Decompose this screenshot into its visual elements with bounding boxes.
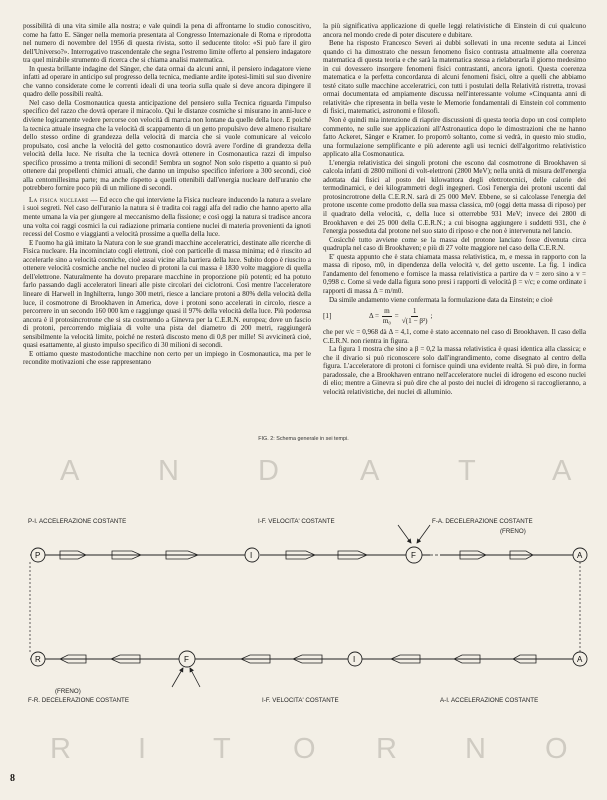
node-label: P [35, 551, 41, 560]
paragraph: E ottiamo queste mastodontiche macchine non certo per un impiego in Cosmonautica, ma per le recondite motivazioni che esse rappresentano [23, 349, 311, 367]
fraction-numerator: m [384, 307, 390, 316]
paragraph: Da simile andamento viene confermata la formulazione data da Einstein; e cioè [329, 295, 553, 304]
label-a-i: A-I. ACCELERAZIONE COSTANTE [440, 697, 539, 704]
andata-letter: N [158, 455, 179, 487]
page-number: 8 [10, 773, 15, 784]
paragraph: E' questa appunto che è stata chiamata massa relativistica, m, e messa in rapporto con la massa di riposo, m0, in dipendenza della velocità v, del getto uscente. La fig. 1 indica l'andamento del fenomeno e fornisce la massa relativistica a partire da v = zero sino a v = 0,998 c. Come si vede dalla figura sono presi i rapporti di velocità β = v/c; e come ordinate i rapporti di massa Δ = m/m0. [323, 252, 586, 295]
formula-lhs: Δ = [369, 311, 380, 320]
paragraph: possibilità di una vita simile alla nostra; e vale quindi la pena di affrontarne lo studio conoscitivo, come ha fatto E. Sänger nella memoria presentata al Congresso Internazionale di Roma e riprodotta nel numero di novembre del 1956 di questa rivista, sotto il seducente titolo: «Si può fare il giro dell'Universo?». Interrogativo trascendentale che segna l'estremo limite offerto al pensiero indagatore tra quel mirabile strumento di ricerca che si chiama analisi matematica. [23, 22, 311, 65]
label-freno-bottom: (FRENO) [55, 688, 81, 695]
andata-letter: D [258, 455, 279, 487]
label-f-a: F-A. DECELERAZIONE COSTANTE [432, 518, 533, 525]
paragraph: la più significativa applicazione di quelle leggi relativistiche di Einstein di cui qualcuno ancora nel mondo crede di poter discutere e dubitare. [323, 22, 586, 39]
paragraph: Cosicché tutto avviene come se la massa del protone lanciato fosse divenuta circa quadrupla nel caso di Brookhaven; e più di 27 volte maggiore nel caso della C.E.R.N. [323, 235, 586, 253]
label-p-i: P-I. ACCELERAZIONE COSTANTE [28, 518, 127, 525]
andata-letter: A [552, 455, 572, 487]
fraction-denominator: √(1 − β²) [401, 316, 428, 325]
section-text: — Ed ecco che qui interviene la Fisica nucleare inducendo la natura a svelare i suoi segreti. Nel caso dell'uranio la natura si è tradita coi raggi alfa del radio che hanno aperto alla mente umana la via per giungere al meccanismo della fissione; e così oggi la natura si tradisce ancora una volta coi raggi cosmici la cui radiazione primaria contiene nuclei di materia provenienti da ignoti recessi del Cosmo e viaggianti a velocità prossime a quella della luce. [23, 195, 312, 239]
ritorno-letter: O [545, 733, 568, 765]
paragraph: L'energia relativistica dei singoli protoni che escono dal cosmotrone di Brookhaven si calcola infatti di 2800 milioni di volt-elettroni (2800 MeV); nella unità di misura dell'energia adottata dai fisici al posto dei kilowattora degli elettrotecnici, delle calorie dei termodinamici, e dei kilogrammetri degli ingegneri. Così l'energia dei protoni uscenti dal protosincrotrone della C.E.R.N. sarà di 25 000 MeV. Ebbene, se si calcolasse l'energia del protone uscente come prodotto della sua massa classica, m0 (oggi detta massa di riposo) per il quadrato della velocità, c, della luce si otterrebbe 931 MeV; invece dei 2800 di Brookhaven e dei 25 000 della C.E.R.N.; a cui bisogna aggiungere i suddetti 931, che è l'energia posseduta dal protone nel suo stato di riposo e che non è intervenuta nel lancio. [323, 158, 586, 236]
paragraph: Non è quindi mia intenzione di riaprire discussioni di questa teoria dopo un così completo commento, ne sulle sue applicazioni all'Astronautica dopo le dimostrazioni che ne hanno fatto Ackeret, Sänger e Kramer. Io proporrò soltanto, come si vedrà, in questo mio studio, una formulazione semplificante e più aderente agli usi tecnici dell'algoritmo relativistico applicato alla Cosmonautica. [323, 116, 586, 159]
ritorno-letter: T [213, 733, 231, 765]
paragraph: Nel caso della Cosmonautica questa anticipazione del pensiero sulla Tecnica riguarda l'impulso specifico del razzo che dovrà operare il miracolo. Qui le distanze cosmiche si misurano in anni-luce e diviene logicamente vedere percorse con velocità di marcia non lontane da quelle della luce. E poiché la tecnica attuale insegna che la velocità di scappamento di un getto propulsivo deve almeno risultare dello stesso ordine di grandezza della velocità di marcia che si vuole comunicare al veicolo propulsato, così anche la velocità del getto cosmonautico dovrà avere l'ordine di grandezza della velocità della luce. Ne risulta che la tecnica dovrà ottenere in Cosmonautica razzi di impulso specifico prossimo a trenta milioni di secondi! Sembra un sogno! Non solo rispetto a quanto si può ottenere dai propellenti chimici attuali, che danno un impulso specifico inferiore a 300 secondi, cioè alla centomillesima parte; ma anche rispetto a quelli ottenibili dall'energia nucleare dell'uranio che potrebbero fornire poco più di un milione di secondi. [23, 98, 311, 193]
node-label: F [184, 655, 189, 664]
einstein-formula [323, 307, 586, 325]
label-i-f-top: I-F. VELOCITA' COSTANTE [258, 518, 335, 525]
node-label: A [577, 551, 583, 560]
paragraph: Bene ha risposto Francesco Severi ai dubbi sollevati in una recente seduta ai Lincei quando ci ha dimostrato che nessun fenomeno fisico contrasta attualmente alla coerenza matematica di questa teoria e che sarà la matematica stessa a rielaborarla il giorno medesimo in cui dovessero insorgere fenomeni fisici contrastanti, ancora ignoti. Questa coerenza matematica e la perfetta concordanza di alcuni fenomeni fisici, oltre a quelli che abbiamo testé citato sulle macchine acceleratrici, con tutti i postulati della Relatività ristretta, trovasi ormai documentata ed ampiamente discussa nell'interessante volume «Cinquanta anni di relatività» che ripresenta in bella veste le Memorie fondamentali di Einstein col commento di fisici, matematici, astronomi e filosofi. [323, 39, 586, 116]
left-column [23, 22, 311, 367]
andata-letter: A [60, 455, 80, 487]
flight-scheme-diagram [0, 440, 607, 780]
figure-caption: FIG. 2: Schema generale in sei tempi. [258, 436, 349, 442]
node-label: F [411, 551, 416, 560]
fraction-denominator: m₀ [382, 316, 391, 325]
ritorno-letter: N [465, 733, 486, 765]
node-label: I [250, 551, 253, 560]
ritorno-letter: I [138, 733, 147, 765]
ritorno-heading [50, 733, 568, 765]
right-column [323, 22, 586, 397]
section-paragraph [23, 196, 311, 239]
section-title: La fisica nucleare [29, 195, 89, 204]
node-label: A [577, 655, 583, 664]
ritorno-letter: R [50, 733, 71, 765]
node-label: R [35, 655, 41, 664]
fraction-mass [382, 307, 392, 325]
formula-equals: = [394, 311, 399, 320]
andata-heading [60, 455, 572, 487]
andata-letter: T [458, 455, 476, 487]
fraction-numerator: 1 [412, 307, 417, 316]
label-i-f-bottom: I-F. VELOCITA' COSTANTE [262, 697, 339, 704]
node-label: I [353, 655, 356, 664]
paragraph: che per v/c = 0,968 dà Δ = 4,1, come è stato accennato nel caso di Brookhaven. Il caso della C.E.R.N. non rientra in figura. [323, 328, 586, 345]
formula-tag: [1] [323, 311, 332, 320]
fraction-lorentz [402, 307, 428, 325]
paragraph: La figura 1 mostra che sino a β = 0,2 la massa relativistica è quasi identica alla classica; e che il divario si può riconoscere solo dall'ingrandimento, come disegnato al centro della figura. L'acceleratore di protoni ci fornisce quindi una evidente realtà. Si può dire, in forma paradossale, che a Brookhaven entrano nell'acceleratore nuclei di idrogeno ed escono nuclei di elio; mentre a Ginevra si può dire che al posto dei nuclei di idrogeno si raccoglieranno, a velocità relativistiche, dei nuclei di alluminio. [323, 345, 586, 396]
return-trajectory [30, 651, 587, 687]
ritorno-letter: R [376, 733, 397, 765]
paragraph: E l'uomo ha già imitato la Natura con le sue grandi macchine acceleratrici, destinate alle ricerche di Fisica nucleare. Ha incominciato cogli elettroni, cioè con particelle di massa minima; ed è riuscito ad accelerarle sino a velocità cosmiche, cioè assai vicine alla barriera della luce. Subito dopo è riuscito a ottenere velocità cosmiche anche nel nucleo di protoni la cui massa è 1830 volte maggiore di quella dell'elettrone. Naturalmente ha dovuto preparare macchine in proporzione più potenti; ed ha potuto farlo passando dagli acceleratori lineari alle piste circolari dei ciclotroni. Così mentre l'acceleratore lineare di Harwell in Inghilterra, lungo 300 metri, riesce a lanciare protoni a 80% della velocità della luce, il cosmotrone di Brookhaven in America, dove i protoni sono accelerati in circolo, riesce a percorrere in un secondo 160 000 km e raggiunge quasi il 97% della velocità della luce. Più poderosa ancora è il protosincrotrone che si sta costruendo a Ginevra per la C.E.R.N. europea; dove un fascio di protoni, percorrendo migliaia di volte una pista del diametro di 200 metri, raggiungerà sensibilmente la velocità limite, poiché ne resterà discosto meno di 0,8 per mille! Si avvicinerà cioè, quasi esattamente, al giusto impulso specifico di 30 milioni di secondi. [23, 238, 311, 350]
formula-end: ; [430, 311, 433, 320]
andata-letter: A [360, 455, 380, 487]
paragraph: In questa brillante indagine del Sänger, che data ormai da alcuni anni, il pensiero indagatore viene infatti ad operare in anticipo sul progresso della tecnica, mediante ardite ipotesi-limiti sul suo divenire che vanno considerate come le correnti ideali di una teoria sulla quale si deve ancora dipingere il quadro delle possibili realtà. [23, 64, 311, 99]
ritorno-letter: O [293, 733, 316, 765]
label-freno-top: (FRENO) [500, 528, 526, 535]
label-f-r: F-R. DECELERAZIONE COSTANTE [28, 697, 129, 704]
